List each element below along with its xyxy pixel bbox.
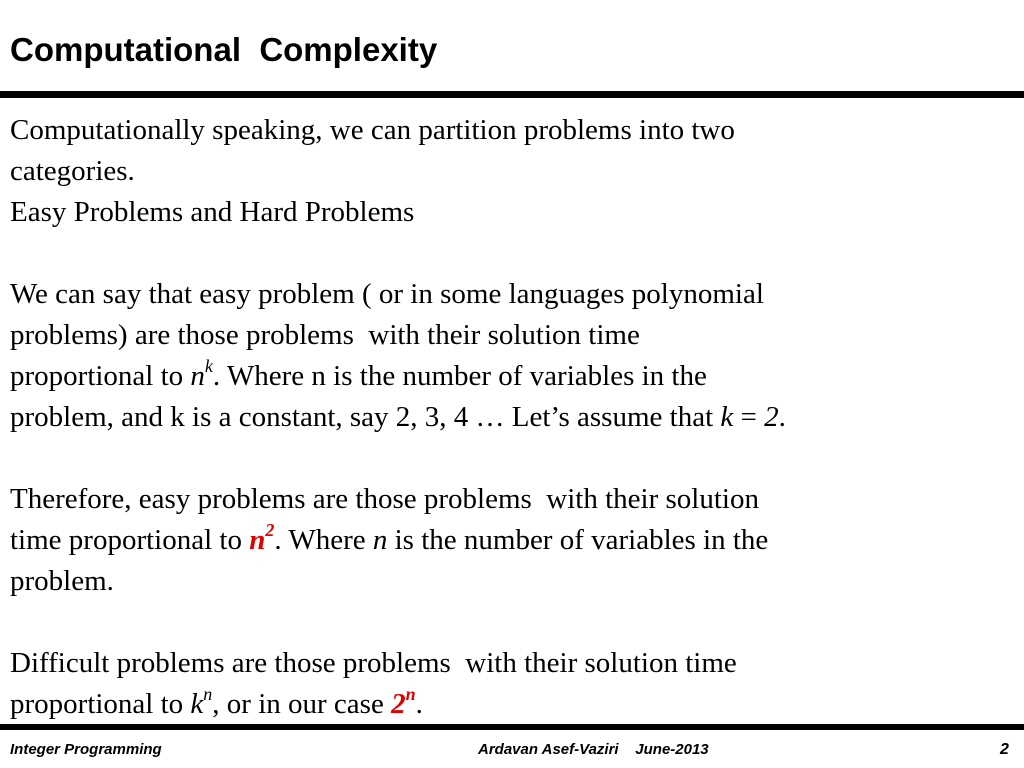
footer-course-title: Integer Programming	[10, 741, 162, 758]
text-run: problem, and k is a constant, say 2, 3, 4 … Let’s assume that	[10, 401, 721, 433]
text-run: .	[778, 401, 786, 433]
body-line: Difficult problems are those problems with their solution time	[10, 647, 737, 679]
paragraph-gap	[10, 438, 1014, 479]
paragraph-gap	[10, 602, 1014, 643]
text-run: proportional to	[10, 688, 191, 720]
body-line: Easy Problems and Hard Problems	[10, 196, 415, 228]
body-line: problem.	[10, 565, 114, 597]
title-divider	[0, 91, 1024, 98]
math-n: n	[372, 524, 388, 556]
paragraph-gap	[10, 233, 1014, 274]
text-run: =	[733, 401, 765, 433]
footer-divider	[0, 724, 1024, 730]
text-run: . Where n is the number of variables in the	[212, 360, 707, 392]
slide-title: Computational Complexity	[10, 31, 438, 68]
body-line	[10, 397, 1014, 438]
math-base-n: n	[190, 360, 205, 392]
math-value: 2	[764, 401, 779, 433]
math-exponent-k: k	[204, 356, 213, 376]
math-exponent-n: n	[203, 684, 213, 704]
body-line: Therefore, easy problems are those problems with their solution	[10, 483, 759, 515]
text-run: . Where	[274, 524, 373, 556]
body-line: problems) are those problems with their solution time	[10, 319, 640, 351]
body-line: We can say that easy problem ( or in some languages polynomial	[10, 278, 764, 310]
highlight-n-squared-exponent: 2	[265, 520, 275, 540]
highlight-two-power-n-exponent: n	[405, 684, 416, 704]
page-number: 2	[1000, 741, 1009, 758]
footer-author-date: Ardavan Asef-Vaziri June-2013	[478, 741, 709, 758]
body-line	[10, 520, 1014, 561]
body-line: Computationally speaking, we can partition problems into two	[10, 114, 735, 146]
math-k: k	[720, 401, 734, 433]
text-run: proportional to	[10, 360, 191, 392]
body-line	[10, 684, 1014, 725]
slide-body	[10, 110, 1014, 725]
highlight-n-squared-base: n	[249, 524, 266, 556]
text-run: , or in our case	[212, 688, 392, 720]
text-run: time proportional to	[10, 524, 250, 556]
body-line: categories.	[10, 155, 135, 187]
math-base-k: k	[190, 688, 204, 720]
body-line	[10, 356, 1014, 397]
text-run: .	[415, 688, 423, 720]
highlight-two-power-n-base: 2	[391, 688, 406, 720]
text-run: is the number of variables in the	[387, 524, 769, 556]
